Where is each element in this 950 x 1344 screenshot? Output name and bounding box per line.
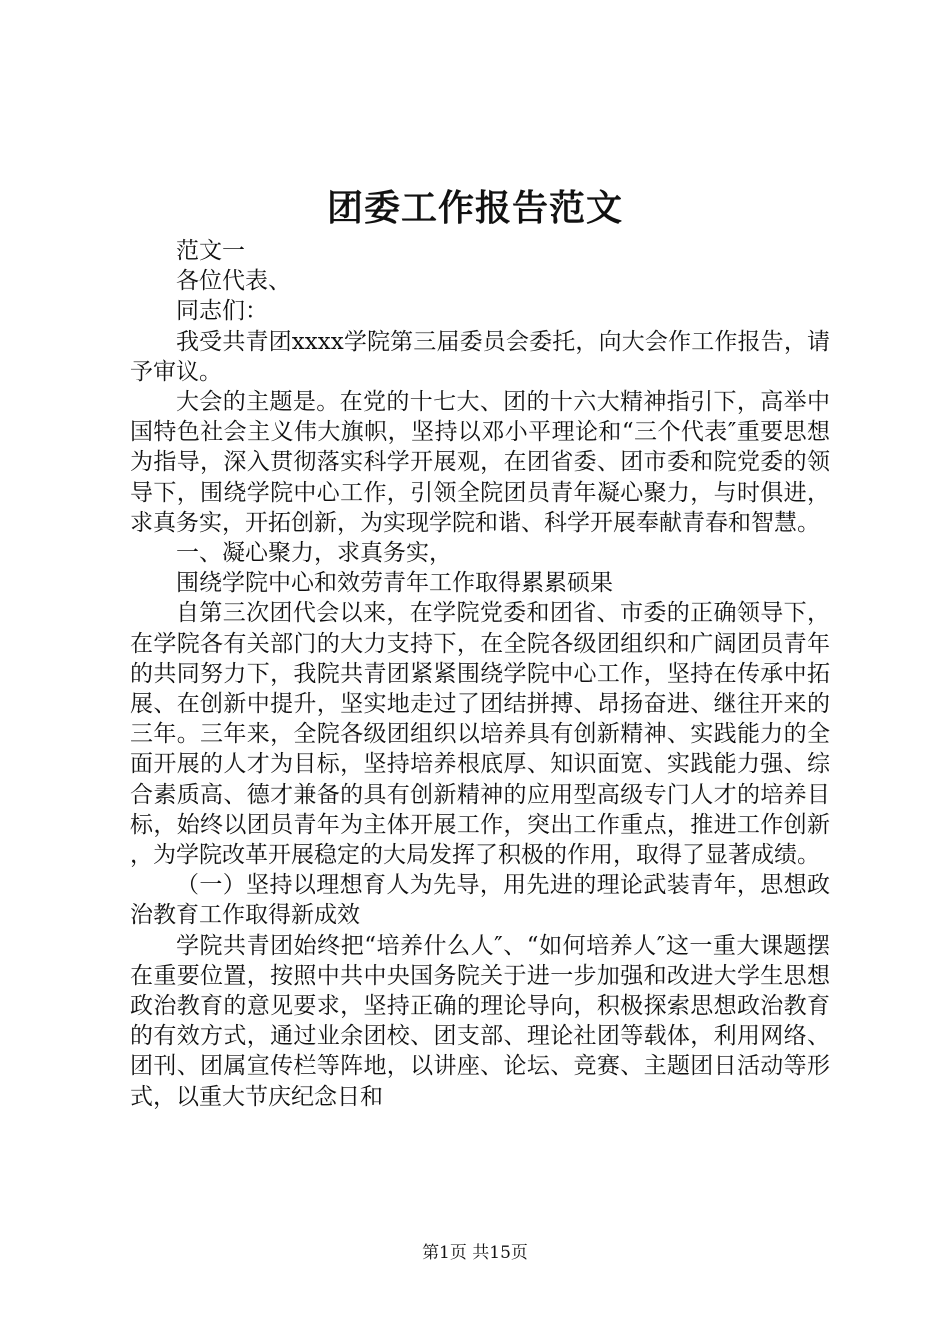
paragraph: 大会的主题是。在党的十七大、团的十六大精神指引下，高举中国特色社会主义伟大旗帜，坚持以邓小平理论和“三个代表″重要思想为指导，深入贯彻落实科学开展观，在团省委、团市委和院党委的领导下，围绕学院中心工作，引领全院团员青年凝心聚力，与时俱进，求真务实，开拓创新，为实现学院和谐、科学开展奉献青春和智慧。 — [130, 389, 830, 536]
document-title: 团委工作报告范文 — [326, 187, 623, 229]
section-heading: 一、凝心聚力，求真务实， — [176, 540, 452, 567]
document-body — [130, 236, 830, 1112]
subsection-heading: （一）坚持以理想育人为先导，用先进的理论武装青年，思想政治教育工作取得新成效 — [130, 872, 830, 929]
paragraph-salutation: 各位代表、 — [176, 268, 291, 295]
paragraph: 自第三次团代会以来，在学院党委和团省、市委的正确领导下，在学院各有关部门的大力支持下，在全院各级团组织和广阔团员青年的共同努力下，我院共青团紧紧围绕学院中心工作，坚持在传承中拓展、在创新中提升，坚实地走过了团结拼搏、昂扬奋进、继往开来的三年。三年来，全院各级团组织以培养具有创新精神、实践能力的全面开展的人才为目标，坚持培养根底厚、知识面宽、实践能力强、综合素质高、德才兼备的具有创新精神的应用型高级专门人才的培养目标，始终以团员青年为主体开展工作，突出工作重点，推进工作创新，为学院改革开展稳定的大局发挥了积极的作用，取得了显著成绩。 — [130, 600, 830, 869]
page-number-footer: 第1页 共15页 — [422, 1243, 528, 1263]
paragraph: 学院共青团始终把“培养什么人″、“如何培养人″这一重大课题摆在重要位置，按照中共中央国务院关于进一步加强和改进大学生思想政治教育的意见要求，坚持正确的理论导向，积极探索思想政治教育的有效方式，通过业余团校、团支部、理论社团等载体，利用网络、团刊、团属宣传栏等阵地，以讲座、论坛、竞赛、主题团日活动等形式，以重大节庆纪念日和 — [130, 932, 830, 1110]
paragraph-salutation-2: 同志们： — [176, 298, 268, 325]
section-heading-2: 围绕学院中心和效劳青年工作取得累累硕果 — [176, 570, 613, 597]
paragraph: 我受共青团xxxx学院第三届委员会委托，向大会作工作报告，请予审议。 — [130, 328, 830, 385]
paragraph-subtitle: 范文一 — [176, 238, 245, 264]
